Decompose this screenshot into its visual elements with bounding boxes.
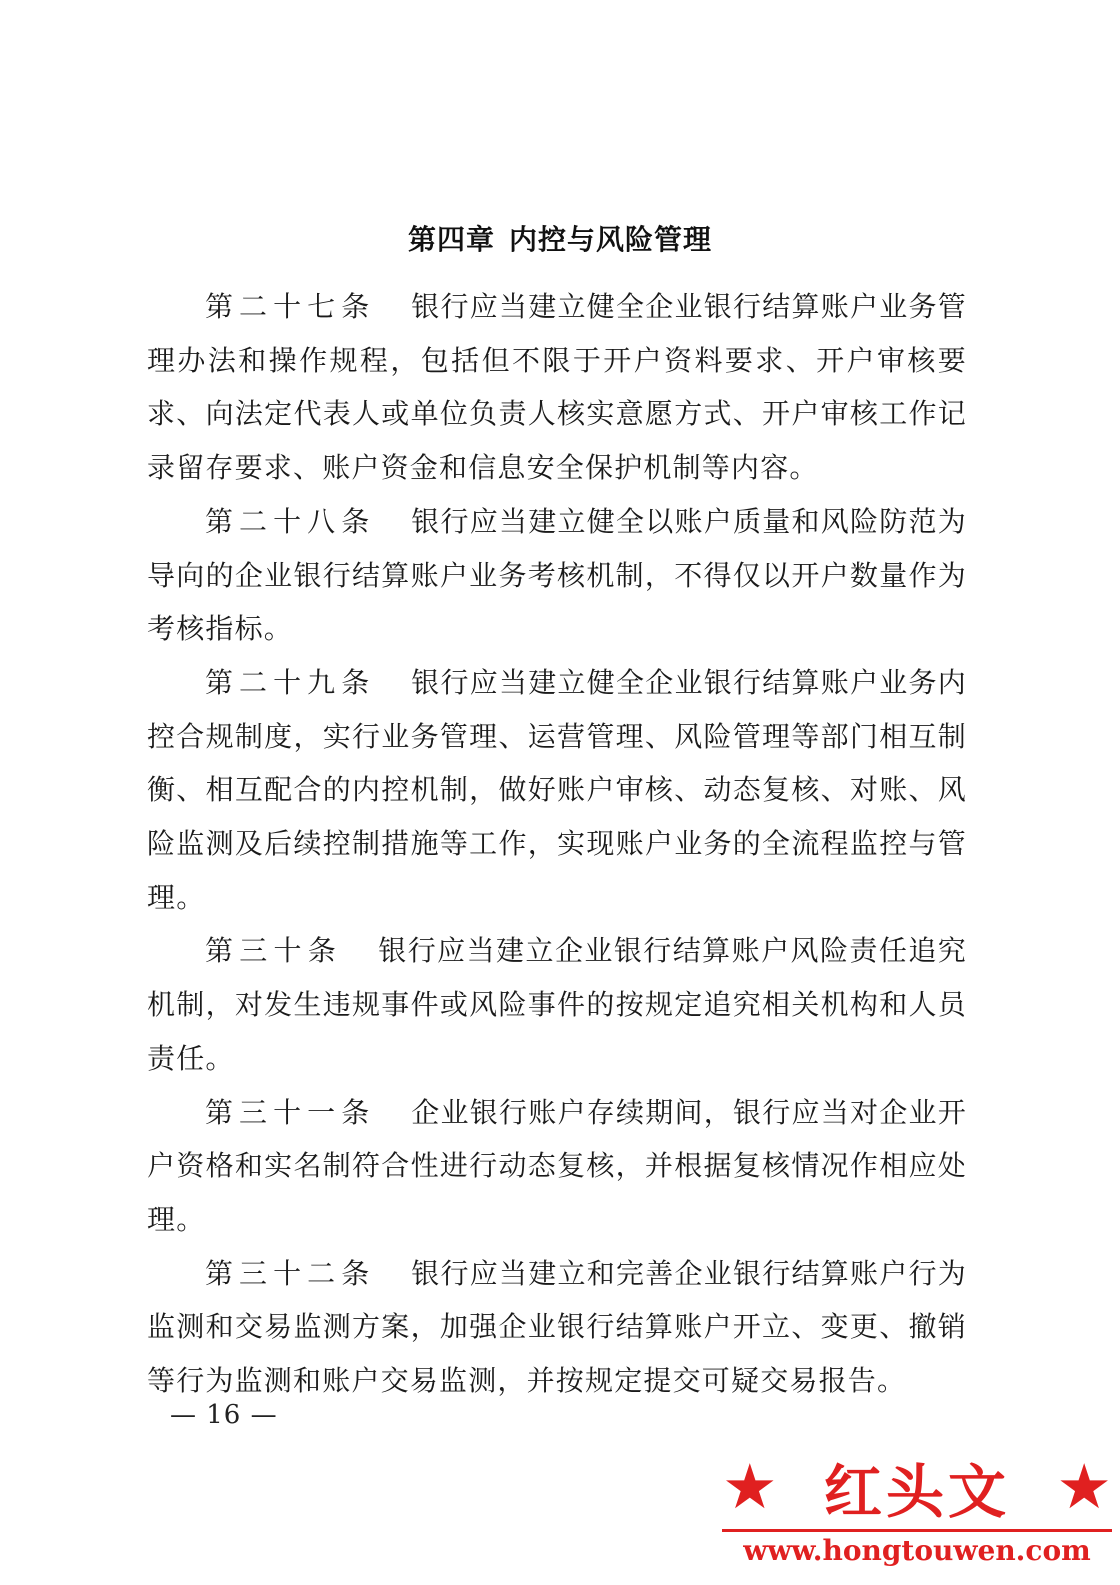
article-number: 第三十条 — [205, 934, 342, 968]
page-number: — 16 — — [170, 1400, 278, 1430]
chapter-title: 内控与风险管理 — [509, 223, 713, 256]
article-number: 第三十一条 — [205, 1095, 376, 1129]
document-body — [147, 280, 967, 1408]
article-number: 第三十二条 — [205, 1256, 376, 1290]
article-text: 银行应当建立健全以账户质量和风险防范为导向的企业银行结算账户业务考核机制，不得仅以开户数量作为考核指标。 — [147, 504, 967, 646]
article-29 — [147, 656, 967, 925]
article-text: 银行应当建立健全企业银行结算账户业务内控合规制度，实行业务管理、运营管理、风险管理等部门相互制衡、相互配合的内控机制，做好账户审核、动态复核、对账、风险监测及后续控制措施等工作，实现账户业务的全流程监控与管理。 — [147, 665, 967, 914]
chapter-number: 第四章 — [407, 223, 495, 256]
article-text: 企业银行账户存续期间，银行应当对企业开户资格和实名制符合性进行动态复核，并根据复核情况作相应处理。 — [147, 1095, 967, 1236]
star-icon: ★ — [1056, 1450, 1112, 1523]
article-30 — [147, 924, 967, 1085]
chapter-heading — [0, 218, 1120, 258]
article-text: 银行应当建立健全企业银行结算账户业务管理办法和操作规程，包括但不限于开户资料要求、开户审核要求、向法定代表人或单位负责人核实意愿方式、开户审核工作记录留存要求、账户资金和信息安全保护机制等内容。 — [147, 290, 967, 485]
article-number: 第二十九条 — [205, 665, 376, 699]
watermark-text: 红头文 — [823, 1458, 1010, 1526]
article-text: 银行应当建立和完善企业银行结算账户行为监测和交易监测方案，加强企业银行结算账户开立、变更、撤销等行为监测和账户交易监测，并按规定提交可疑交易报告。 — [147, 1256, 967, 1398]
watermark — [722, 1450, 1112, 1576]
watermark-url: www.hongtouwen.com — [743, 1534, 1091, 1567]
article-32 — [147, 1247, 967, 1408]
watermark-rule — [722, 1529, 1112, 1532]
article-text: 银行应当建立企业银行结算账户风险责任追究机制，对发生违规事件或风险事件的按规定追究相关机构和人员责任。 — [147, 934, 967, 1075]
star-icon: ★ — [722, 1450, 778, 1523]
article-27 — [147, 280, 967, 495]
article-28 — [147, 495, 967, 656]
article-number: 第二十七条 — [205, 290, 376, 323]
article-31 — [147, 1086, 967, 1247]
watermark-title — [722, 1450, 1112, 1524]
article-number: 第二十八条 — [205, 504, 376, 538]
